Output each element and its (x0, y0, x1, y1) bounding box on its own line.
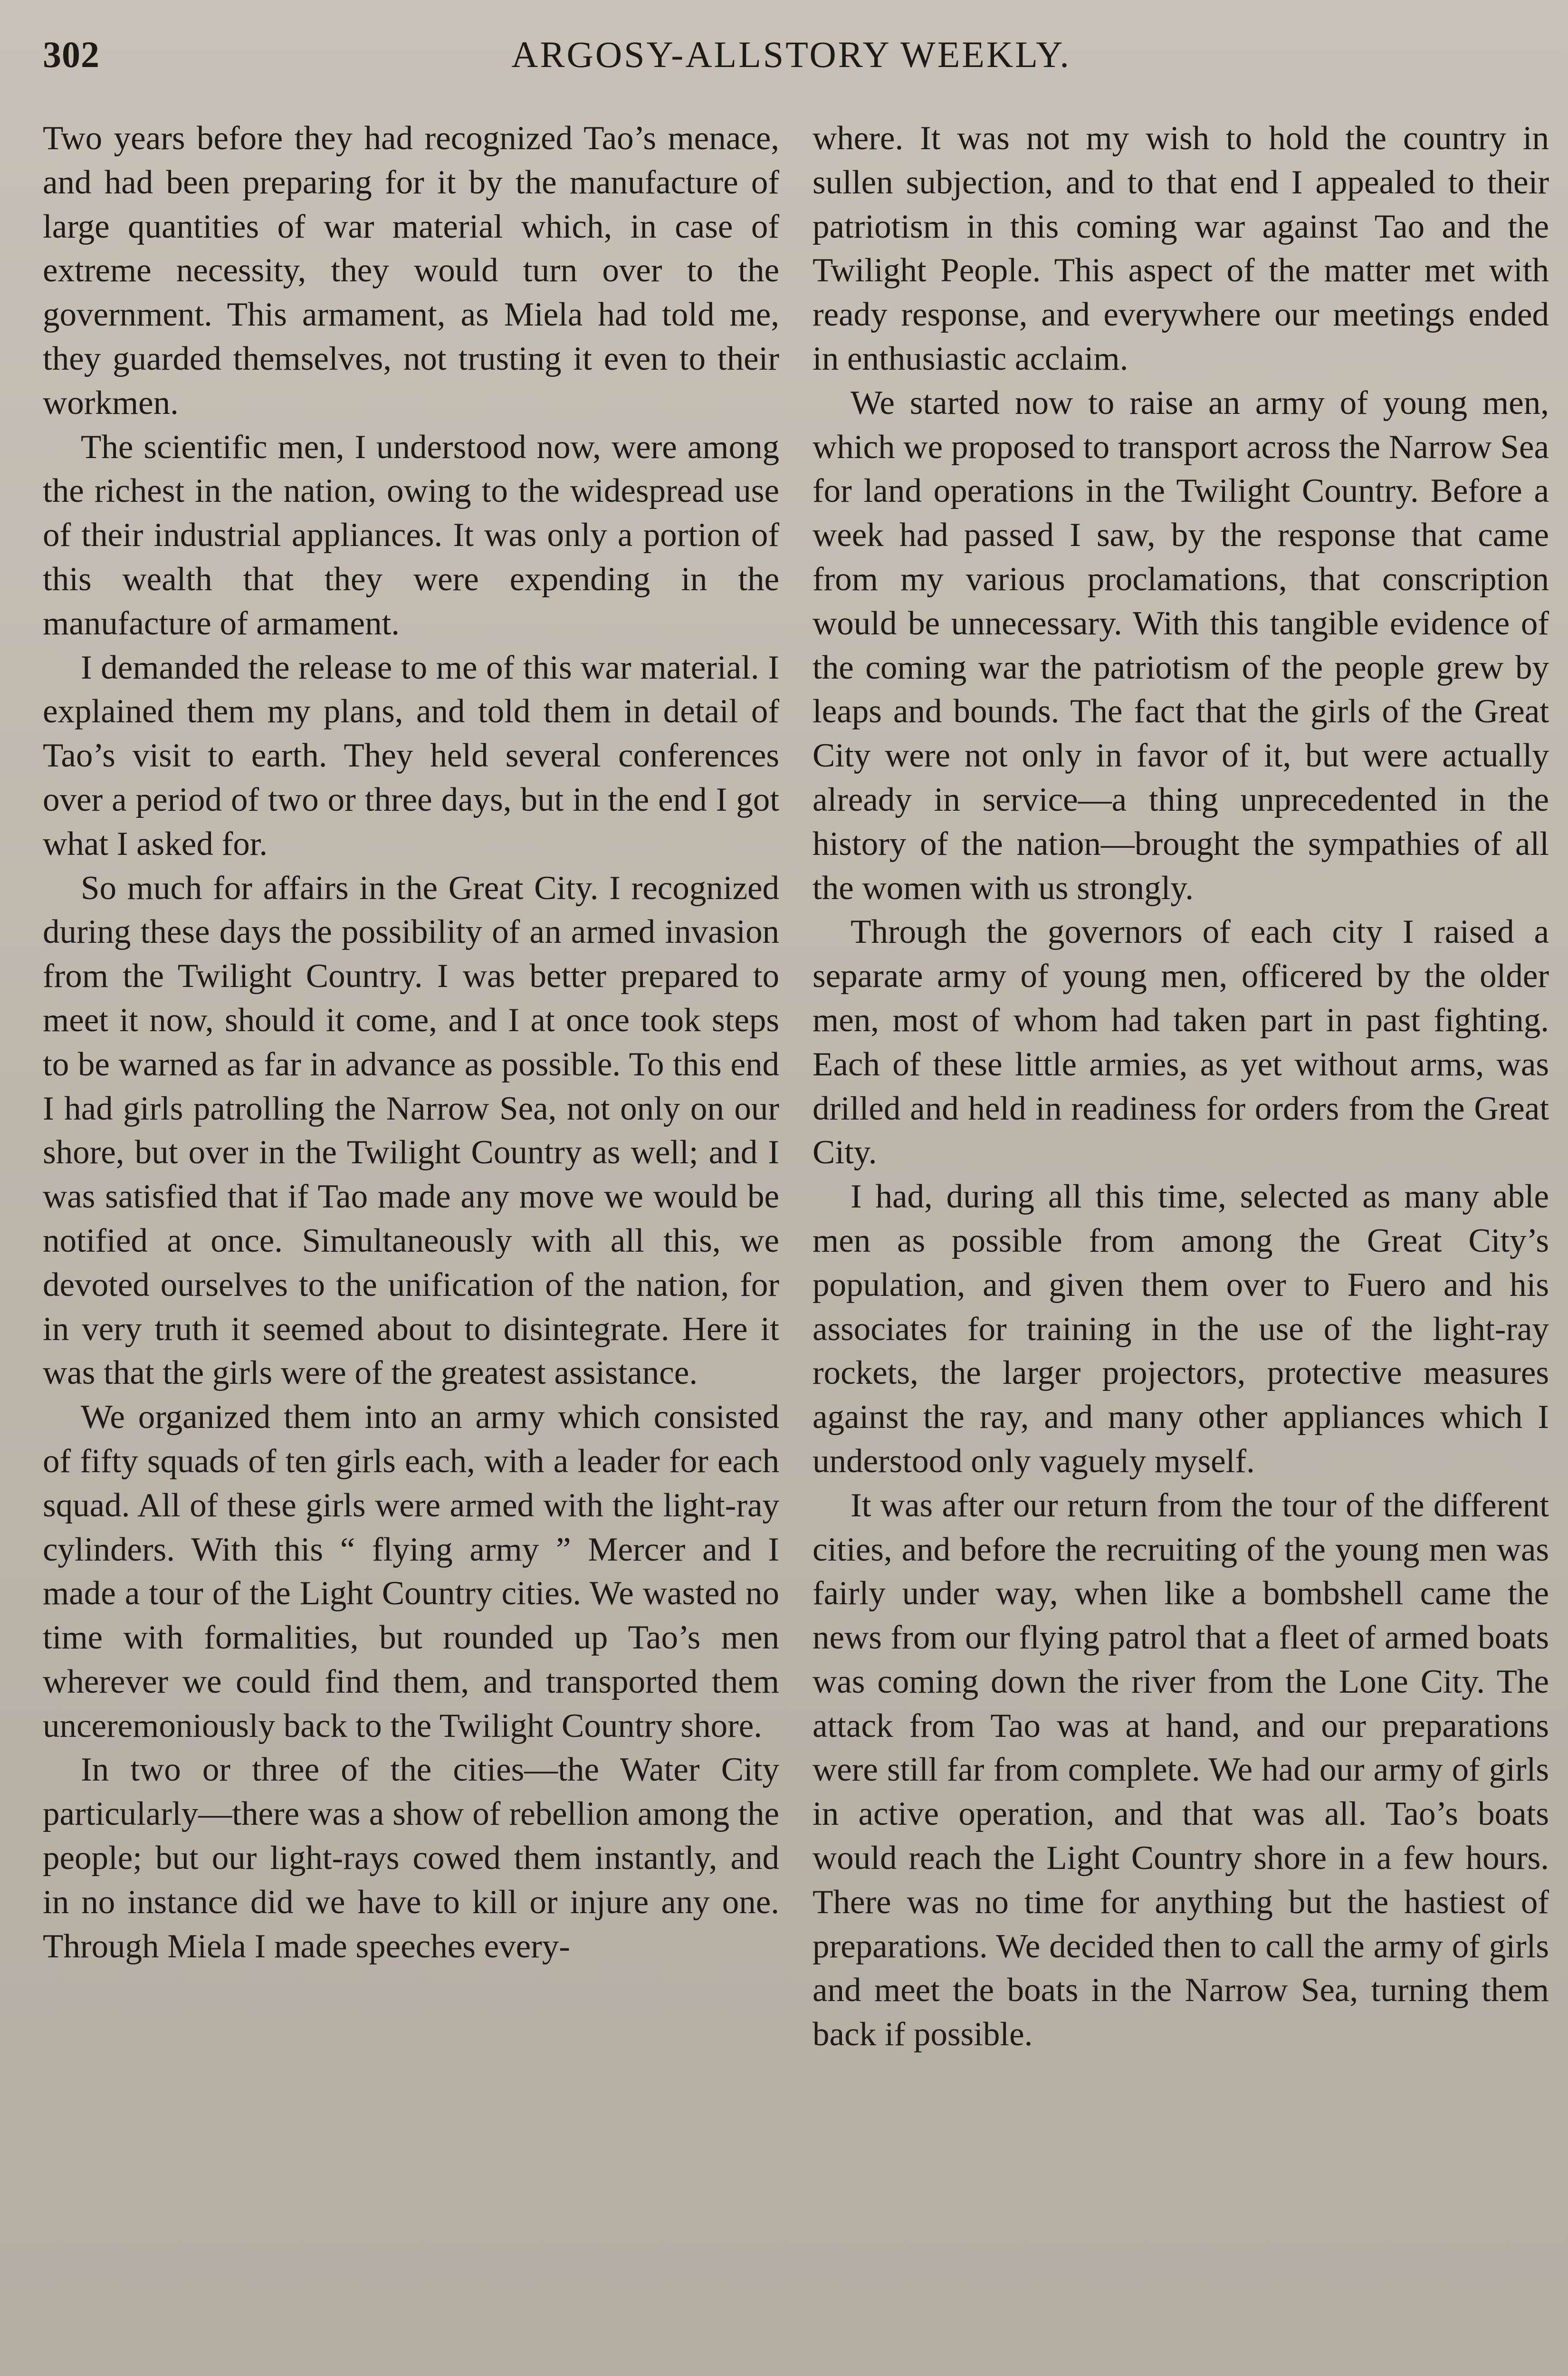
paragraph: The scientific men, I understood now, were among the richest in the nation, owing to the widespread use of their industrial appliances. It was only a portion of this wealth that they were expending in the manufacture of armament. (43, 428, 779, 642)
paragraph: I demanded the release to me of this war material. I explained them my plans, and told them in detail of Tao’s visit to earth. They held several conferences over a period of two or three days, but in the end I got what I asked for. (43, 649, 779, 862)
page-header (43, 33, 1539, 90)
paragraph: where. It was not my wish to hold the country in sullen subjection, and to that end I appealed to their patriotism in this coming war against Tao and the Twilight People. This aspect of the matter met with ready response, and everywhere our meetings ended in enthusiastic acclaim. (813, 120, 1549, 377)
paragraph: Two years before they had recognized Tao’s menace, and had been preparing for it by the manufacture of large quantities of war material which, in case of extreme necessity, they would turn over to the government. This armament, as Miela had told me, they guarded themselves, not trusting it even to their workmen. (43, 120, 779, 422)
running-head: ARGOSY-ALLSTORY WEEKLY. (511, 34, 1071, 75)
paragraph: We organized them into an army which consisted of fifty squads of ten girls each, with a leader for each squad. All of these girls were armed with the light-ray cylinders. With this “ flying army ” Mercer and I made a tour of the Light Country cities. We wasted no time with formalities, but rounded up Tao’s men wherever we could find them, and transported them unceremoniously back to the Twilight Country shore. (43, 1399, 779, 1744)
left-column (43, 116, 779, 2376)
paragraph: Through the governors of each city I raised a separate army of young men, officered by the older men, most of whom had taken part in past fighting. Each of these little armies, as yet without arms, was drilled and held in readiness for orders from the Great City. (813, 913, 1549, 1171)
paragraph: In two or three of the cities—the Water City particularly—there was a show of rebellion among the people; but our light-rays cowed them instantly, and in no instance did we have to kill or injure any one. Through Miela I made speeches every- (43, 1751, 779, 1965)
paragraph: We started now to raise an army of young men, which we proposed to transport across the Narrow Sea for land operations in the Twilight Country. Before a week had passed I saw, by the response that came from my various proclamations, that conscription would be unnecessary. With this tangible evidence of the coming war the patriotism of the people grew by leaps and bounds. The fact that the girls of the Great City were not only in favor of it, but were actually already in service—a thing unprecedented in the history of the nation—brought the sympathies of all the women with us strongly. (813, 384, 1549, 907)
paragraph: It was after our return from the tour of the different cities, and before the recruiting of the young men was fairly under way, when like a bombshell came the news from our flying patrol that a fleet of armed boats was coming down the river from the Lone City. The attack from Tao was at hand, and our preparations were still far from complete. We had our army of girls in active operation, and that was all. Tao’s boats would reach the Light Country shore in a few hours. There was no time for anything but the hastiest of preparations. We decided then to call the army of girls and meet the boats in the Narrow Sea, turning them back if possible. (813, 1486, 1549, 2053)
paragraph: So much for affairs in the Great City. I recognized during these days the possibility of an armed invasion from the Twilight Country. I was better prepared to meet it now, should it come, and I at once took steps to be warned as far in advance as possible. To this end I had girls patrolling the Narrow Sea, not only on our shore, but over in the Twilight Country as well; and I was satisfied that if Tao made any move we would be notified at once. Simultaneously with all this, we devoted ourselves to the unification of the nation, for in very truth it seemed about to disintegrate. Here it was that the girls were of the greatest assistance. (43, 869, 779, 1392)
right-column (813, 116, 1549, 2376)
paragraph: I had, during all this time, selected as many able men as possible from among the Great City’s population, and given them over to Fuero and his associates for training in the use of the light-ray rockets, the larger projectors, protective measures against the ray, and many other appliances which I understood only vaguely myself. (813, 1178, 1549, 1480)
page-number: 302 (43, 34, 100, 75)
